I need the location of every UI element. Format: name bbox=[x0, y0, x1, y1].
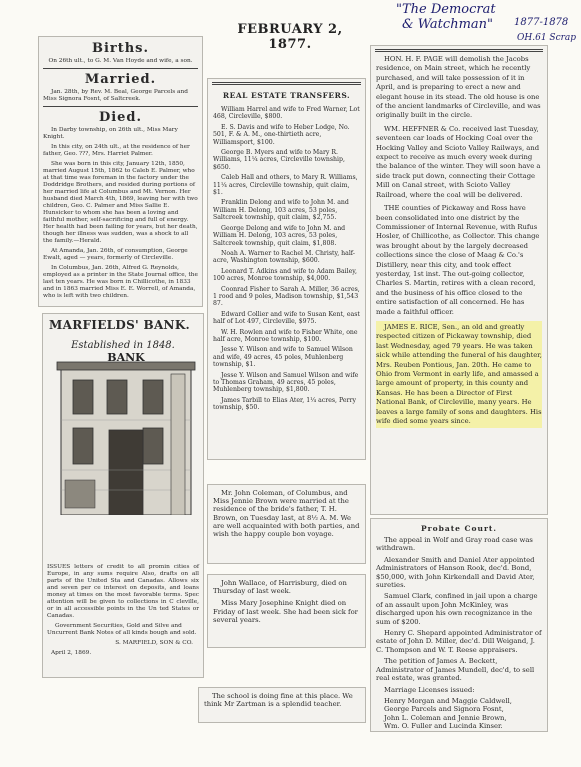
rice-obituary-highlighted: JAMES E. RICE, Sen., an old and greatly respected citizen of Pickaway township, died last Wednesday, aged 79 years. He was taken sick while attending the funeral of his daughter, Mrs. Reuben Pontious, Jan. 20th. He came to Ohio from Vermont in early life, and amassed a large amount of property, in this county and Kansas. He has been a Director of First National Bank, of Circleville, many years. He leaves a large family of sons and daughters. His wife died some years since. bbox=[376, 321, 542, 428]
page-demolition-item: HON. H. F. PAGE will demolish the Jacobs residence, on Main street, which he recently purchased, and will take possession of it in April, and is preparing to erect a new and elegant house in its stead. The old house is one of the ancient landmarks of Circleville, and was originally built in the circle. bbox=[376, 55, 541, 120]
revenue-district-item: THE counties of Pickaway and Ross have been consolidated into one district by the Commissioner of Internal Revenue, with Rufus Hosler, of Chillicothe, as Collector. This change was brought about by the largely decreased collections since the close of Maag & Co.'s Distillery, near this city, and took effect yesterday, 1st inst. The out-going collector, Charles S. Martin, retires with a clean record, and the business of his office closed to the entire satisfaction of all concerned. He has made a faithful officer. bbox=[376, 204, 540, 316]
wallace-knight-clipping bbox=[207, 574, 366, 648]
divider bbox=[212, 82, 361, 85]
bank-sign-text: BANK bbox=[107, 351, 145, 364]
births-entry: On 26th ult., to G. M. Van Hoyde and wife, a son. bbox=[48, 58, 193, 64]
bank-notice-2: Government Securities, Gold and Silve and Uncurrent Bank Notes of all kinds bough and sold. bbox=[47, 623, 197, 636]
school-clipping bbox=[198, 687, 366, 723]
died-entry: In Columbus, Jan. 26th, Alfred G. Reynolds, employed as a printer in the State Journal office, the last ten years. He was born in Chillicothe, in 1833 and in 1863 married Miss E. E. Worrell, of Amanda, who is left with two children. bbox=[43, 265, 198, 299]
annotation-source-line1: "The Democrat bbox=[396, 2, 496, 17]
died-entries bbox=[43, 127, 198, 300]
died-entry: In Darby township, on 26th ult., Miss Mary Knight. bbox=[43, 127, 178, 140]
died-entry: In this city, on 24th ult., at the residence of her father, Geo. ???, Mrs. Harriet Palmer. bbox=[43, 144, 190, 157]
transfer-entry: William Harrel and wife to Fred Warner, Lot 468, Circleville, $800. bbox=[213, 106, 360, 121]
school-text: The school is doing fine at this place. We think Mr Zartman is a splendid teacher. bbox=[204, 692, 353, 709]
marriage-license: Henry Morgan and Maggie Caldwell, bbox=[384, 696, 512, 705]
probate-entries bbox=[376, 536, 542, 731]
transfer-entry: W. H. Rowlen and wife to Fisher White, one half acre, Monroe township, $100. bbox=[213, 328, 358, 343]
local-news-clipping bbox=[370, 45, 548, 515]
transfer-entry: Noah A. Warner to Rachel M. Christy, half-acre, Washington township, $600. bbox=[213, 249, 355, 265]
transfer-entry: Jesse Y. Wilson and wife to Samuel Wilson and wife, 49 acres, 45 poles, Muhlenberg township, $1. bbox=[213, 346, 353, 369]
marriage-license: John L. Coleman and Jennie Brown, bbox=[384, 713, 507, 722]
transfer-entry: Jesse Y. Wilson and Samuel Wilson and wife to Thomas Graham, 49 acres, 45 poles, Muhlenberg township, $1,800. bbox=[213, 371, 359, 394]
handwritten-annotation bbox=[372, 0, 577, 50]
transfer-list bbox=[213, 106, 360, 412]
knight-death-text: Miss Mary Josephine Knight died on Friday of last week. She had been sick for several years. bbox=[213, 599, 358, 624]
bank-heading: MARFIELDS' BANK. bbox=[49, 318, 191, 332]
transfer-entry: E. S. Davis and wife to Heber Lodge, No. 501, F. & A. M., one-thirtieth acre, Williamsport, $100. bbox=[213, 123, 350, 146]
died-entry: She was born in this city, January 12th, 1850, married August 15th, 1862 to Caleb E. Palmer, who at that time was foreman in the factory under the Doddridge Brothers, and resided during portions of her married life at Columbus and Mt. Vernon. Her husband died March 4th, 1869, leaving her with two children, Geo. C. Palmer and Miss Sallie E. Hunsicker to whom she has been a loving and faithful mother, self-sacrificing and full of energy. Her health had been failing for years, but her death, though her illness was sudden, was a shock to all the family.—Herald. bbox=[43, 161, 198, 244]
bank-building-illustration bbox=[51, 350, 201, 515]
died-entry: At Amanda, Jan. 26th, of consumption, George Ewalt, aged — years, formerly of Circleville. bbox=[43, 248, 188, 261]
transfer-entry: Caleb Hall and others, to Mary R. Williams, 11¼ acres, Circleville township, quit claim, $1. bbox=[213, 174, 358, 197]
coleman-marriage-clipping bbox=[207, 484, 366, 564]
coleman-marriage-text: Mr. John Coleman, of Columbus, and Miss Jennie Brown were married at the residence of the bride's father, T. H. Brown, on Tuesday last, at 8½ A. M. We are well acquainted with both parties, and wish the happy couple bon voyage. bbox=[213, 489, 360, 539]
probate-entry: Alexander Smith and Daniel Ater appointed Administrators of Hanson Rook, dec'd. Bond, $50,000, with John Kirkendall and David Ater, sureties. bbox=[376, 555, 535, 590]
transfer-entry: Leonard T. Adkins and wife to Adam Bailey, 100 acres, Monroe township, $4,000. bbox=[213, 267, 357, 283]
annotation-scrap: OH.61 Scrap bbox=[517, 33, 577, 43]
probate-entry: Marriage Licenses issued: bbox=[384, 685, 475, 694]
births-heading: Births. bbox=[91, 41, 150, 56]
married-heading: Married. bbox=[84, 72, 157, 87]
bank-signature: S. MARFIELD, SON & CO. bbox=[115, 640, 193, 646]
vital-records-clipping bbox=[38, 36, 203, 307]
probate-heading: Probate Court. bbox=[421, 524, 497, 533]
real-estate-transfers-clipping bbox=[207, 78, 366, 460]
divider bbox=[43, 106, 198, 107]
probate-entry: Henry C. Shepard appointed Administrator of estate of John D. Miller, dec'd. Dill Weigand, J. C. Thompson and W. T. Reese appraisers. bbox=[376, 629, 542, 654]
transfer-entry: Franklin Delong and wife to John M. and William H. Delong, 103 acres, 53 poles, Saltcreek township, quit claim, $2,755. bbox=[213, 199, 349, 222]
divider bbox=[43, 68, 198, 69]
bank-date: April 2, 1869. bbox=[51, 650, 92, 656]
transfer-entry: Edward Collier and wife to Susan Kent, east half of Lot 497, Circleville, $975. bbox=[213, 310, 360, 326]
bank-advertisement bbox=[42, 313, 204, 678]
heffner-coal-item: WM. HEFFNER & Co. received last Tuesday, seventeen car loads of Hocking Coal over the Hocking Valley and Scioto Valley Railways, and expect to receive as much every week during the balance of the winter. They will soon have a side track put down, connecting their Cottage Mill on Canal street, with Scioto Valley Railroad, where the coal will be delivered. bbox=[376, 124, 541, 199]
wallace-death-text: John Wallace, of Harrisburg, died on Thursday of last week. bbox=[213, 579, 347, 596]
masthead-date: FEBRUARY 2, 1877. bbox=[237, 22, 343, 52]
real-estate-heading: REAL ESTATE TRANSFERS. bbox=[222, 91, 351, 100]
probate-entry: The appeal in Wolf and Gray road case was withdrawn. bbox=[376, 536, 533, 553]
divider bbox=[375, 49, 543, 52]
married-entry: Jan. 28th, by Rev. M. Beal, George Parcels and Miss Signora Fosnt, of Saltcreek. bbox=[43, 89, 188, 102]
transfer-entry: George B. Myers and wife to Mary R. Williams, 11¼ acres, Circleville township, $650. bbox=[213, 149, 345, 171]
probate-court-clipping bbox=[370, 518, 548, 732]
bank-notice-block bbox=[47, 564, 199, 660]
transfer-entry: Coonrad Fisher to Sarah A. Miller, 36 acres, 1 rood and 9 poles, Madison township, $1,543 87. bbox=[213, 285, 360, 308]
probate-entry: Samuel Clark, confined in jail upon a charge of an assault upon John McKinley, was discharged upon his own recognizance in the sum of $200. bbox=[376, 592, 538, 626]
died-heading: Died. bbox=[98, 110, 143, 125]
transfer-entry: James Tarbill to Elias Ater, 1¼ acres, Perry township, $50. bbox=[213, 396, 356, 412]
probate-entry: The petition of James A. Beckett, Administrator of James Mundell, dec'd, to sell real estate, was granted. bbox=[376, 657, 535, 683]
marriage-license: Wm. O. Fuller and Lucinda Kinser. bbox=[384, 722, 503, 731]
annotation-source-line2: & Watchman" bbox=[402, 17, 493, 32]
transfer-entry: George Delong and wife to John M. and William H. Delong, 103 acres, 53 poles, Saltcreek township, quit claim, $1,808. bbox=[213, 224, 346, 247]
bank-notice: ISSUES letters of credit to all promin cities of Europe, in any sums require Also, drafts on all parts of the United Sta and Canadas. Allows six and seven per ce interest on deposits, and loans money at times on the most favorable terms. Spec attention will be given to collections in C cleville, or in all accessible points in the Un ted States or Canadas. bbox=[47, 564, 199, 619]
annotation-years: 1877-1878 bbox=[514, 17, 569, 28]
bank-established: Established in 1848. bbox=[71, 340, 175, 351]
marriage-license: George Parcels and Signora Fosnt, bbox=[384, 705, 504, 714]
